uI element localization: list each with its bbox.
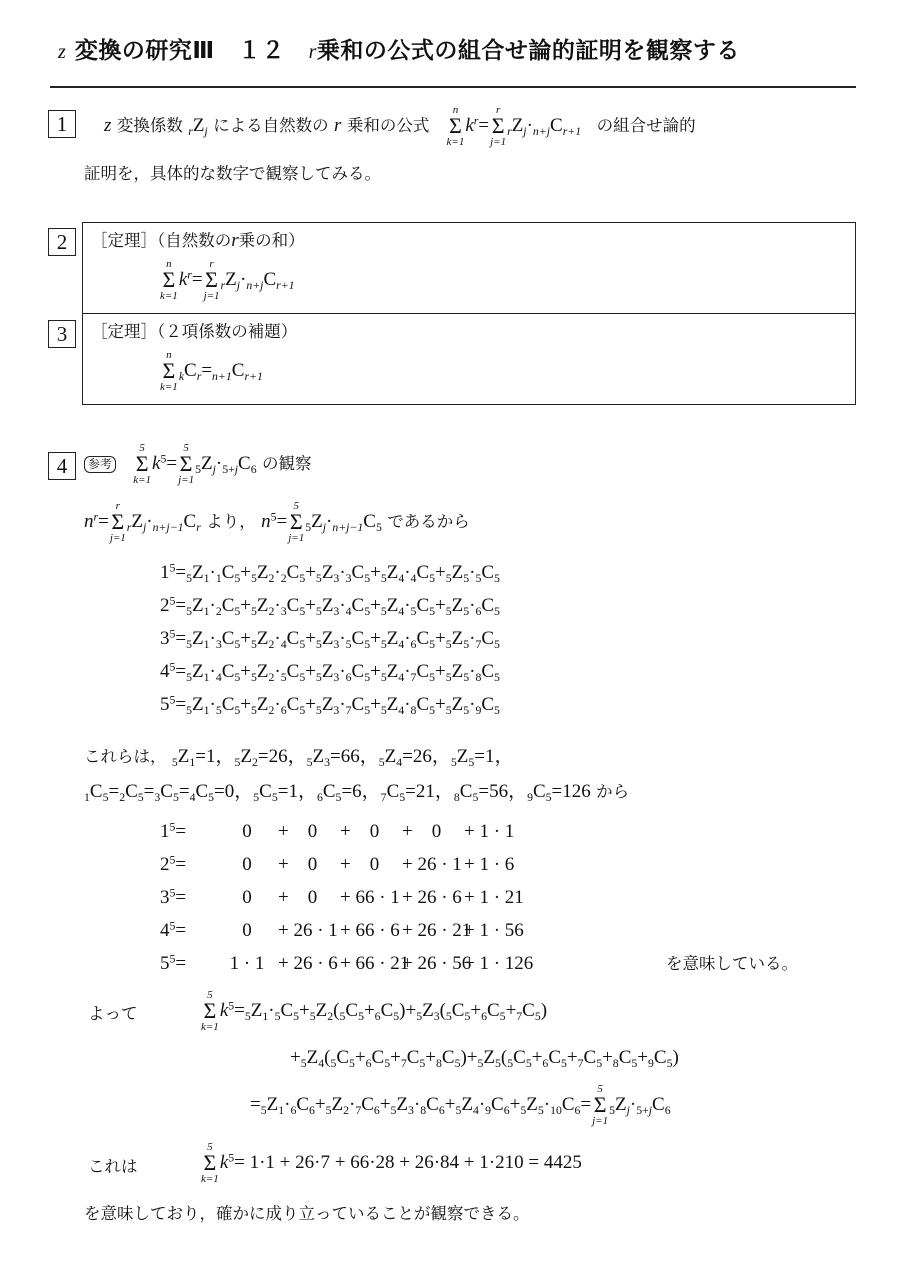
conclusion-formula: 5 Σ k=1 $k^5= 1\cdot 1 + 26\cdot 7 + 66\cdot 28 + 26\cdot 84 + 1\cdot 210 = 4425$ — [201, 1141, 582, 1186]
numeric-row: $2^5=$ 0 + 0 + 0 + 26 · 1 + 1 · 6 — [160, 853, 515, 875]
numeric-row: $1^5=$ 0 + 0 + 0 + 0 + 1 · 1 — [160, 820, 515, 842]
theorem3-heading: ［定理］（２項係数の補題） — [91, 322, 298, 341]
section-number-2: 2 — [48, 228, 76, 256]
section1-text-a: 変換係数 — [116, 116, 183, 135]
section1-line2: 証明を，具体的な数字で観察してみる。 — [84, 164, 381, 183]
page-title — [58, 32, 740, 65]
theorem-box-binomial-lemma — [82, 313, 856, 405]
expansion-row: $4^5=_5Z_1\cdot_4C_5+_5Z_2\cdot_5C_5+_5Z_3\cdot_6C_5+_5Z_4\cdot_7C_5+_5Z_5\cdot_8C_5$ — [160, 660, 500, 685]
title-variable-r: r — [308, 41, 317, 63]
section4-heading-tail: の観察 — [261, 454, 312, 473]
therefore-line1: 5 Σ k=1 $k^5=_5Z_1\cdot_5C_5+_5Z_2(_5C_5+_6C_5)+_5Z_3(_5C_5+_6C_5+_7C_5)$ — [201, 989, 548, 1034]
numeric-row: $4^5=$ 0 + 26 · 1 + 66 · 6 + 26 · 21 + 1 · 56 — [160, 919, 524, 941]
section1-text-c: 乗和の公式 — [346, 116, 430, 135]
title-variable-z: z — [58, 41, 67, 63]
section-number-1: 1 — [48, 110, 76, 138]
intro-tail: であるから — [387, 512, 470, 531]
section1-text-b: による自然数の — [213, 116, 329, 135]
numeric-tail: を意味している。 — [666, 954, 798, 973]
formula-power-sum: n Σ k=1 $k^r=$ r Σ j=1 $_rZ_j\cdot_{n+j}C_{r+1}$ — [446, 104, 582, 149]
therefore-label: よって — [88, 1004, 138, 1023]
title-rest: 乗和の公式の組合せ論的証明を観察する — [316, 38, 740, 64]
expansion-row: $2^5=_5Z_1\cdot_2C_5+_5Z_2\cdot_3C_5+_5Z_3\cdot_4C_5+_5Z_4\cdot_5C_5+_5Z_5\cdot_6C_5$ — [160, 594, 500, 619]
section4-intro: $n^r=$ r Σ j=1 $_rZ_j\cdot_{n+j-1}C_r$ より， $n^5=$ 5 Σ j=1 $_5Z_j\cdot_{n+j-1}C_5$ であるから — [84, 500, 470, 545]
final-line: を意味しており，確かに成り立っていることが観察できる。 — [84, 1204, 530, 1223]
section1-text-d: の組合せ論的 — [596, 116, 696, 135]
values-tail: から — [596, 782, 630, 801]
therefore-line2: $+_5Z_4(_5C_5+_6C_5+_7C_5+_8C_5)+_5Z_5(_5C_5+_6C_5+_7C_5+_8C_5+_9C_5)$ — [290, 1047, 679, 1071]
values-prefix: これらは， — [84, 747, 167, 766]
theorem2-heading-tail: 乗の和） — [238, 231, 305, 250]
numeric-block — [160, 815, 798, 980]
intro-mid: より， — [206, 512, 256, 531]
expansion-block — [160, 556, 500, 721]
conclusion-expression: = 1·1 + 26·7 + 66·28 + 26·84 + 1·210 = 4425 — [234, 1152, 582, 1173]
section4-heading: 参考 5 Σ k=1 $k^5=$ 5 Σ j=1 $_5Z_j\cdot_{5+j}C_6$ の観察 — [84, 440, 311, 488]
numeric-row: $5^5=$ 1 · 1 + 26 · 6 + 66 · 21 + 26 · 56 + 1 · 126 を意味している。 — [160, 947, 798, 980]
c-values-line: $_1C_5=_2C_5=_3C_5=_4C_5=0$，$_5C_5=1$，$_6C_5=6$，$_7C_5=21$，$_8C_5=56$，$_9C_5=126$ から — [84, 781, 630, 805]
section-number-4: 4 — [48, 452, 76, 480]
z-values-line: これらは， $_5Z_1=1$，$_5Z_2=26$，$_5Z_3=66$，$_5Z_4=26$，$_5Z_5=1$， — [84, 746, 514, 770]
expansion-row: $5^5=_5Z_1\cdot_5C_5+_5Z_2\cdot_6C_5+_5Z_3\cdot_7C_5+_5Z_4\cdot_8C_5+_5Z_5\cdot_9C_5$ — [160, 693, 500, 718]
title-divider — [50, 86, 856, 88]
section1-line1: z 変換係数 $_rZ_j$ による自然数の r 乗和の公式 n Σ k=1 $k^r=$ r Σ j=1 $_rZ_j\cdot_{n+j}C_{r+1}$ の組合せ論的 — [104, 104, 696, 149]
expansion-row: $3^5=_5Z_1\cdot_3C_5+_5Z_2\cdot_4C_5+_5Z_3\cdot_5C_5+_5Z_4\cdot_6C_5+_5Z_5\cdot_7C_5$ — [160, 627, 500, 652]
reference-badge: 参考 — [84, 456, 116, 473]
conclusion-label: これは — [88, 1157, 138, 1176]
theorem-box-power-sum: ［定理］（自然数のr乗の和） n Σ k=1 $k^r=$ r Σ j=1 $_rZ_j\cdot_{n+j}C_{r+1}$ — [82, 222, 856, 314]
theorem2-heading: ［定理］（自然数の — [91, 231, 232, 250]
section-number-3: 3 — [48, 320, 76, 348]
title-main: 変換の研究Ⅲ １２ — [74, 38, 309, 64]
therefore-line3: $=_5Z_1\cdot_6C_6+_5Z_2\cdot_7C_6+_5Z_3\cdot_8C_6+_5Z_4\cdot_9C_6+_5Z_5\cdot_{10}C_6=$ 5 Σ j=1 $_5Z_j\cdot_{5+j}C_6$ — [250, 1083, 671, 1128]
numeric-row: $3^5=$ 0 + 0 + 66 · 1 + 26 · 6 + 1 · 21 — [160, 886, 524, 908]
expansion-row: $1^5=_5Z_1\cdot_1C_5+_5Z_2\cdot_2C_5+_5Z_3\cdot_3C_5+_5Z_4\cdot_4C_5+_5Z_5\cdot_5C_5$ — [160, 561, 500, 586]
theorem2-formula: n Σ k=1 $k^r=$ r Σ j=1 $_rZ_j\cdot_{n+j}C_{r+1}$ — [160, 258, 295, 302]
theorem3-formula: n Σ k=1 $_kC_r=_{n+1}C_{r+1}$ — [160, 349, 263, 393]
